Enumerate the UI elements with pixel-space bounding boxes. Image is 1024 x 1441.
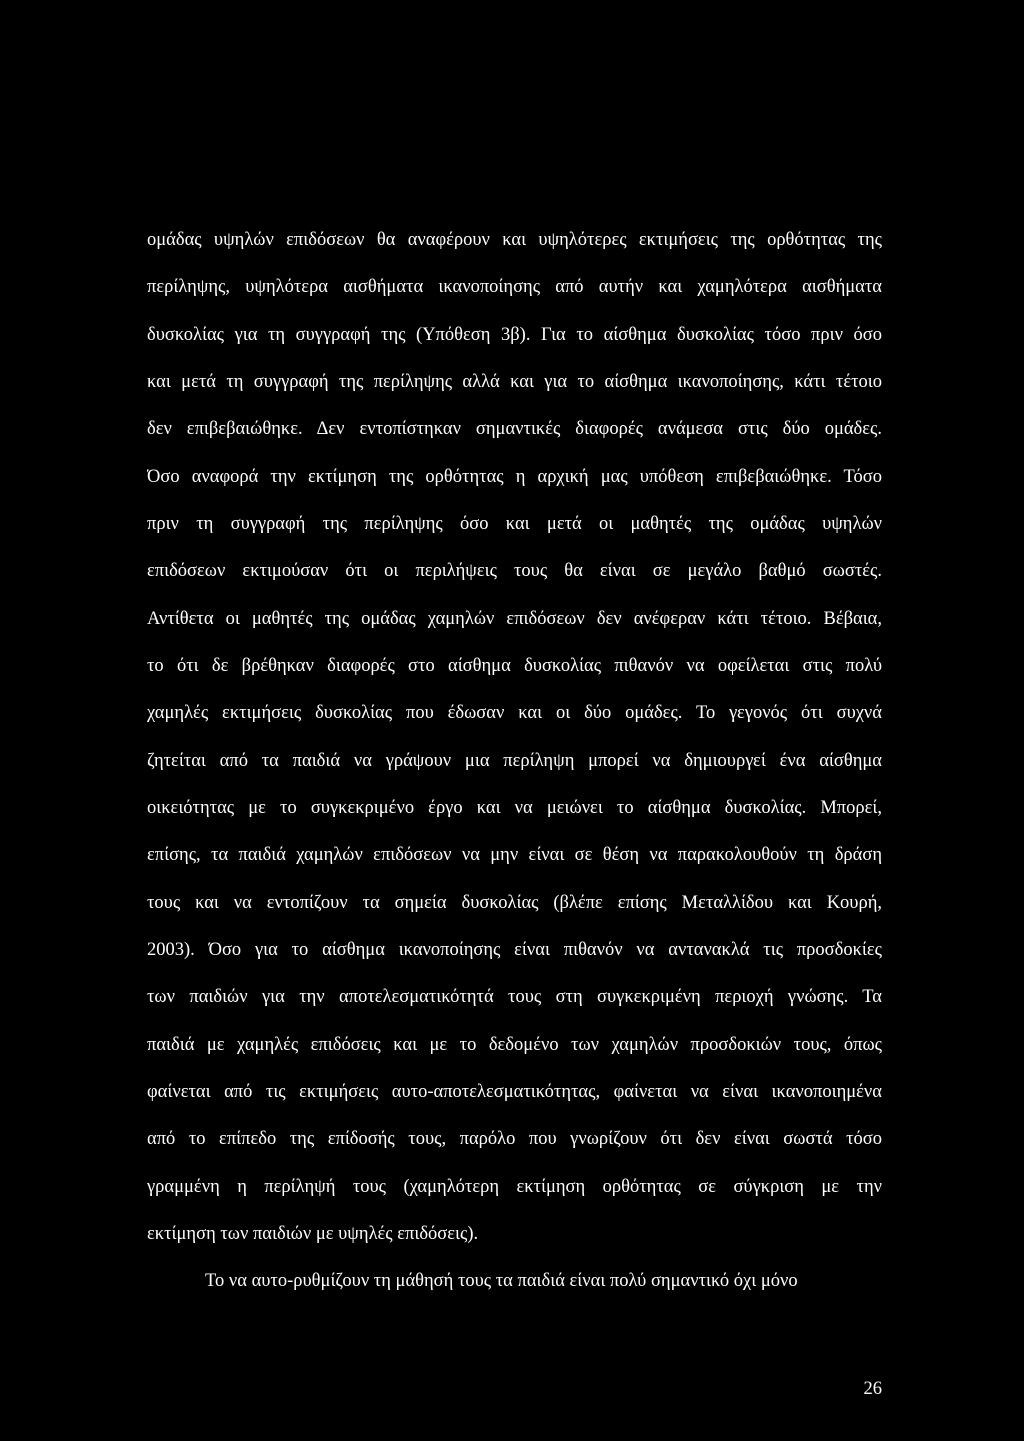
text-line: δεν επιβεβαιώθηκε. Δεν εντοπίστηκαν σημαντικές διαφορές ανάμεσα στις δύο ομάδες.	[147, 419, 882, 440]
text-line: από το επίπεδο της επίδοσής τους, παρόλο που γνωρίζουν ότι δεν είναι σωστά τόσο	[147, 1129, 882, 1150]
text-line: επιδόσεων εκτιμούσαν ότι οι περιλήψεις τους θα είναι σε μεγάλο βαθμό σωστές.	[147, 561, 882, 582]
text-line: ομάδας υψηλών επιδόσεων θα αναφέρουν και υψηλότερες εκτιμήσεις της ορθότητας της	[147, 230, 882, 250]
text-line: πριν τη συγγραφή της περίληψης όσο και μετά οι μαθητές της ομάδας υψηλών	[147, 513, 882, 534]
text-line: εκτίμηση των παιδιών με υψηλές επιδόσεις).	[147, 1223, 479, 1244]
text-line: τους και να εντοπίζουν τα σημεία δυσκολίας (βλέπε επίσης Μεταλλίδου και Κουρή,	[147, 892, 882, 913]
text-line: των παιδιών για την αποτελεσματικότητά τους στη συγκεκριμένη περιοχή γνώσης. Τα	[147, 987, 882, 1008]
text-line: χαμηλές εκτιμήσεις δυσκολίας που έδωσαν και οι δύο ομάδες. Το γεγονός ότι συχνά	[147, 703, 882, 724]
text-line: γραμμένη η περίληψή τους (χαμηλότερη εκτίμηση ορθότητας σε σύγκριση με την	[147, 1176, 882, 1197]
paragraph-first-line: Το να αυτο-ρυθμίζουν τη μάθησή τους τα παιδιά είναι πολύ σημαντικό όχι μόνο	[205, 1271, 798, 1292]
text-line: Αντίθετα οι μαθητές της ομάδας χαμηλών επιδόσεων δεν ανέφεραν κάτι τέτοιο. Βέβαια,	[147, 608, 882, 629]
page-number: 26	[863, 1379, 882, 1399]
text-line: παιδιά με χαμηλές επιδόσεις και με το δεδομένο των χαμηλών προσδοκιών τους, όπως	[147, 1034, 882, 1055]
text-line: επίσης, τα παιδιά χαμηλών επιδόσεων να μην είναι σε θέση να παρακολουθούν τη δράση	[147, 845, 882, 866]
body-text	[147, 222, 882, 1311]
text-line: δυσκολίας για τη συγγραφή της (Υπόθεση 3β). Για το αίσθημα δυσκολίας τόσο πριν όσο	[147, 324, 882, 345]
text-line: και μετά τη συγγραφή της περίληψης αλλά και για το αίσθημα ικανοποίησης, κάτι τέτοιο	[147, 371, 882, 392]
text-line: Όσο αναφορά την εκτίμηση της ορθότητας η αρχική μας υπόθεση επιβεβαιώθηκε. Τόσο	[147, 466, 882, 487]
text-line: οικειότητας με το συγκεκριμένο έργο και να μειώνει το αίσθημα δυσκολίας. Μπορεί,	[147, 797, 882, 818]
text-line: ζητείται από τα παιδιά να γράψουν μια περίληψη μπορεί να δημιουργεί ένα αίσθημα	[147, 750, 882, 771]
text-line: 2003). Όσο για το αίσθημα ικανοποίησης είναι πιθανόν να αντανακλά τις προσδοκίες	[147, 939, 882, 960]
text-line: φαίνεται από τις εκτιμήσεις αυτο-αποτελεσματικότητας, φαίνεται να είναι ικανοποιημένα	[147, 1081, 882, 1102]
text-line: το ότι δε βρέθηκαν διαφορές στο αίσθημα δυσκολίας πιθανόν να οφείλεται στις πολύ	[147, 655, 882, 676]
text-line: περίληψης, υψηλότερα αισθήματα ικανοποίησης από αυτήν και χαμηλότερα αισθήματα	[147, 277, 882, 298]
